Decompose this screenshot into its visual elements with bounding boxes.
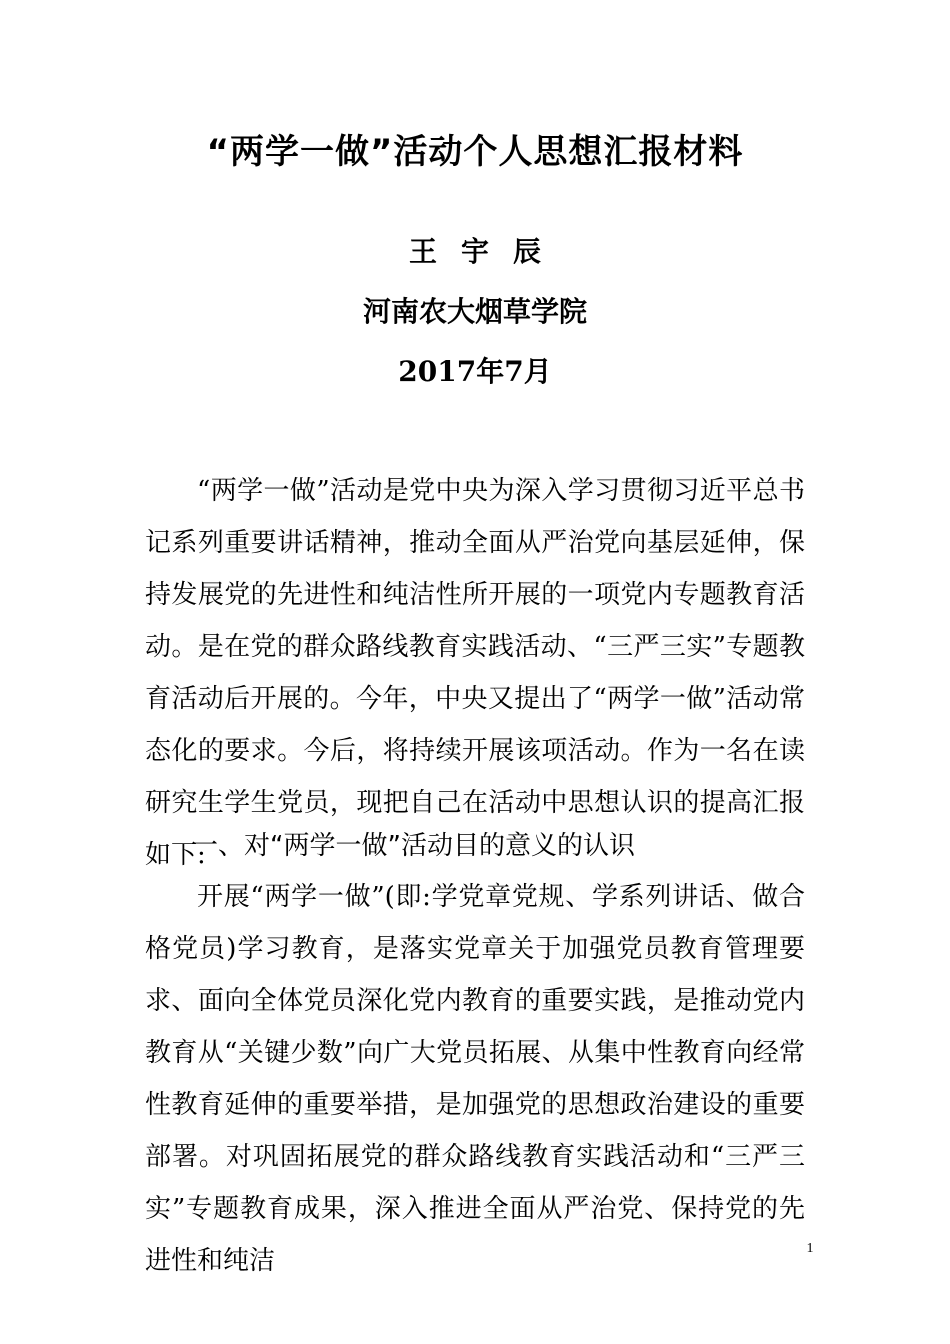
body-paragraph: 开展“两学一做”(即:学党章党规、学系列讲话、做合格党员)学习教育，是落实党章关于加强党员教育管理要求、面向全体党员深化党内教育的重要实践，是推动党内教育从“关键少数”向广大党员拓展、从集中性教育向经常性教育延伸的重要举措，是加强党的思想政治建设的重要部署。对巩固拓展党的群众路线教育实践活动和“三严三实”专题教育成果，深入推进全面从严治党、保持党的先进性和纯洁 bbox=[145, 882, 805, 1276]
page-number: 1 bbox=[806, 1241, 814, 1256]
section-heading: 一、对“两学一做”活动目的意义的认识 bbox=[192, 831, 635, 861]
document-date: 2017年7月 bbox=[398, 355, 552, 388]
document-title: “两学一做”活动个人思想汇报材料 bbox=[206, 132, 744, 172]
author-name: 王宇辰 bbox=[408, 235, 565, 268]
organization-name: 河南农大烟草学院 bbox=[362, 295, 587, 328]
body-paragraph: “两学一做”活动是党中央为深入学习贯彻习近平总书记系列重要讲话精神，推动全面从严治党向基层延伸，保持发展党的先进性和纯洁性所开展的一项党内专题教育活动。是在党的群众路线教育实践活动、“三严三实”专题教育活动后开展的。今年，中央又提出了“两学一做”活动常态化的要求。今后，将持续开展该项活动。作为一名在读研究生学生党员，现把自己在活动中思想认识的提高汇报如下: bbox=[145, 476, 805, 870]
